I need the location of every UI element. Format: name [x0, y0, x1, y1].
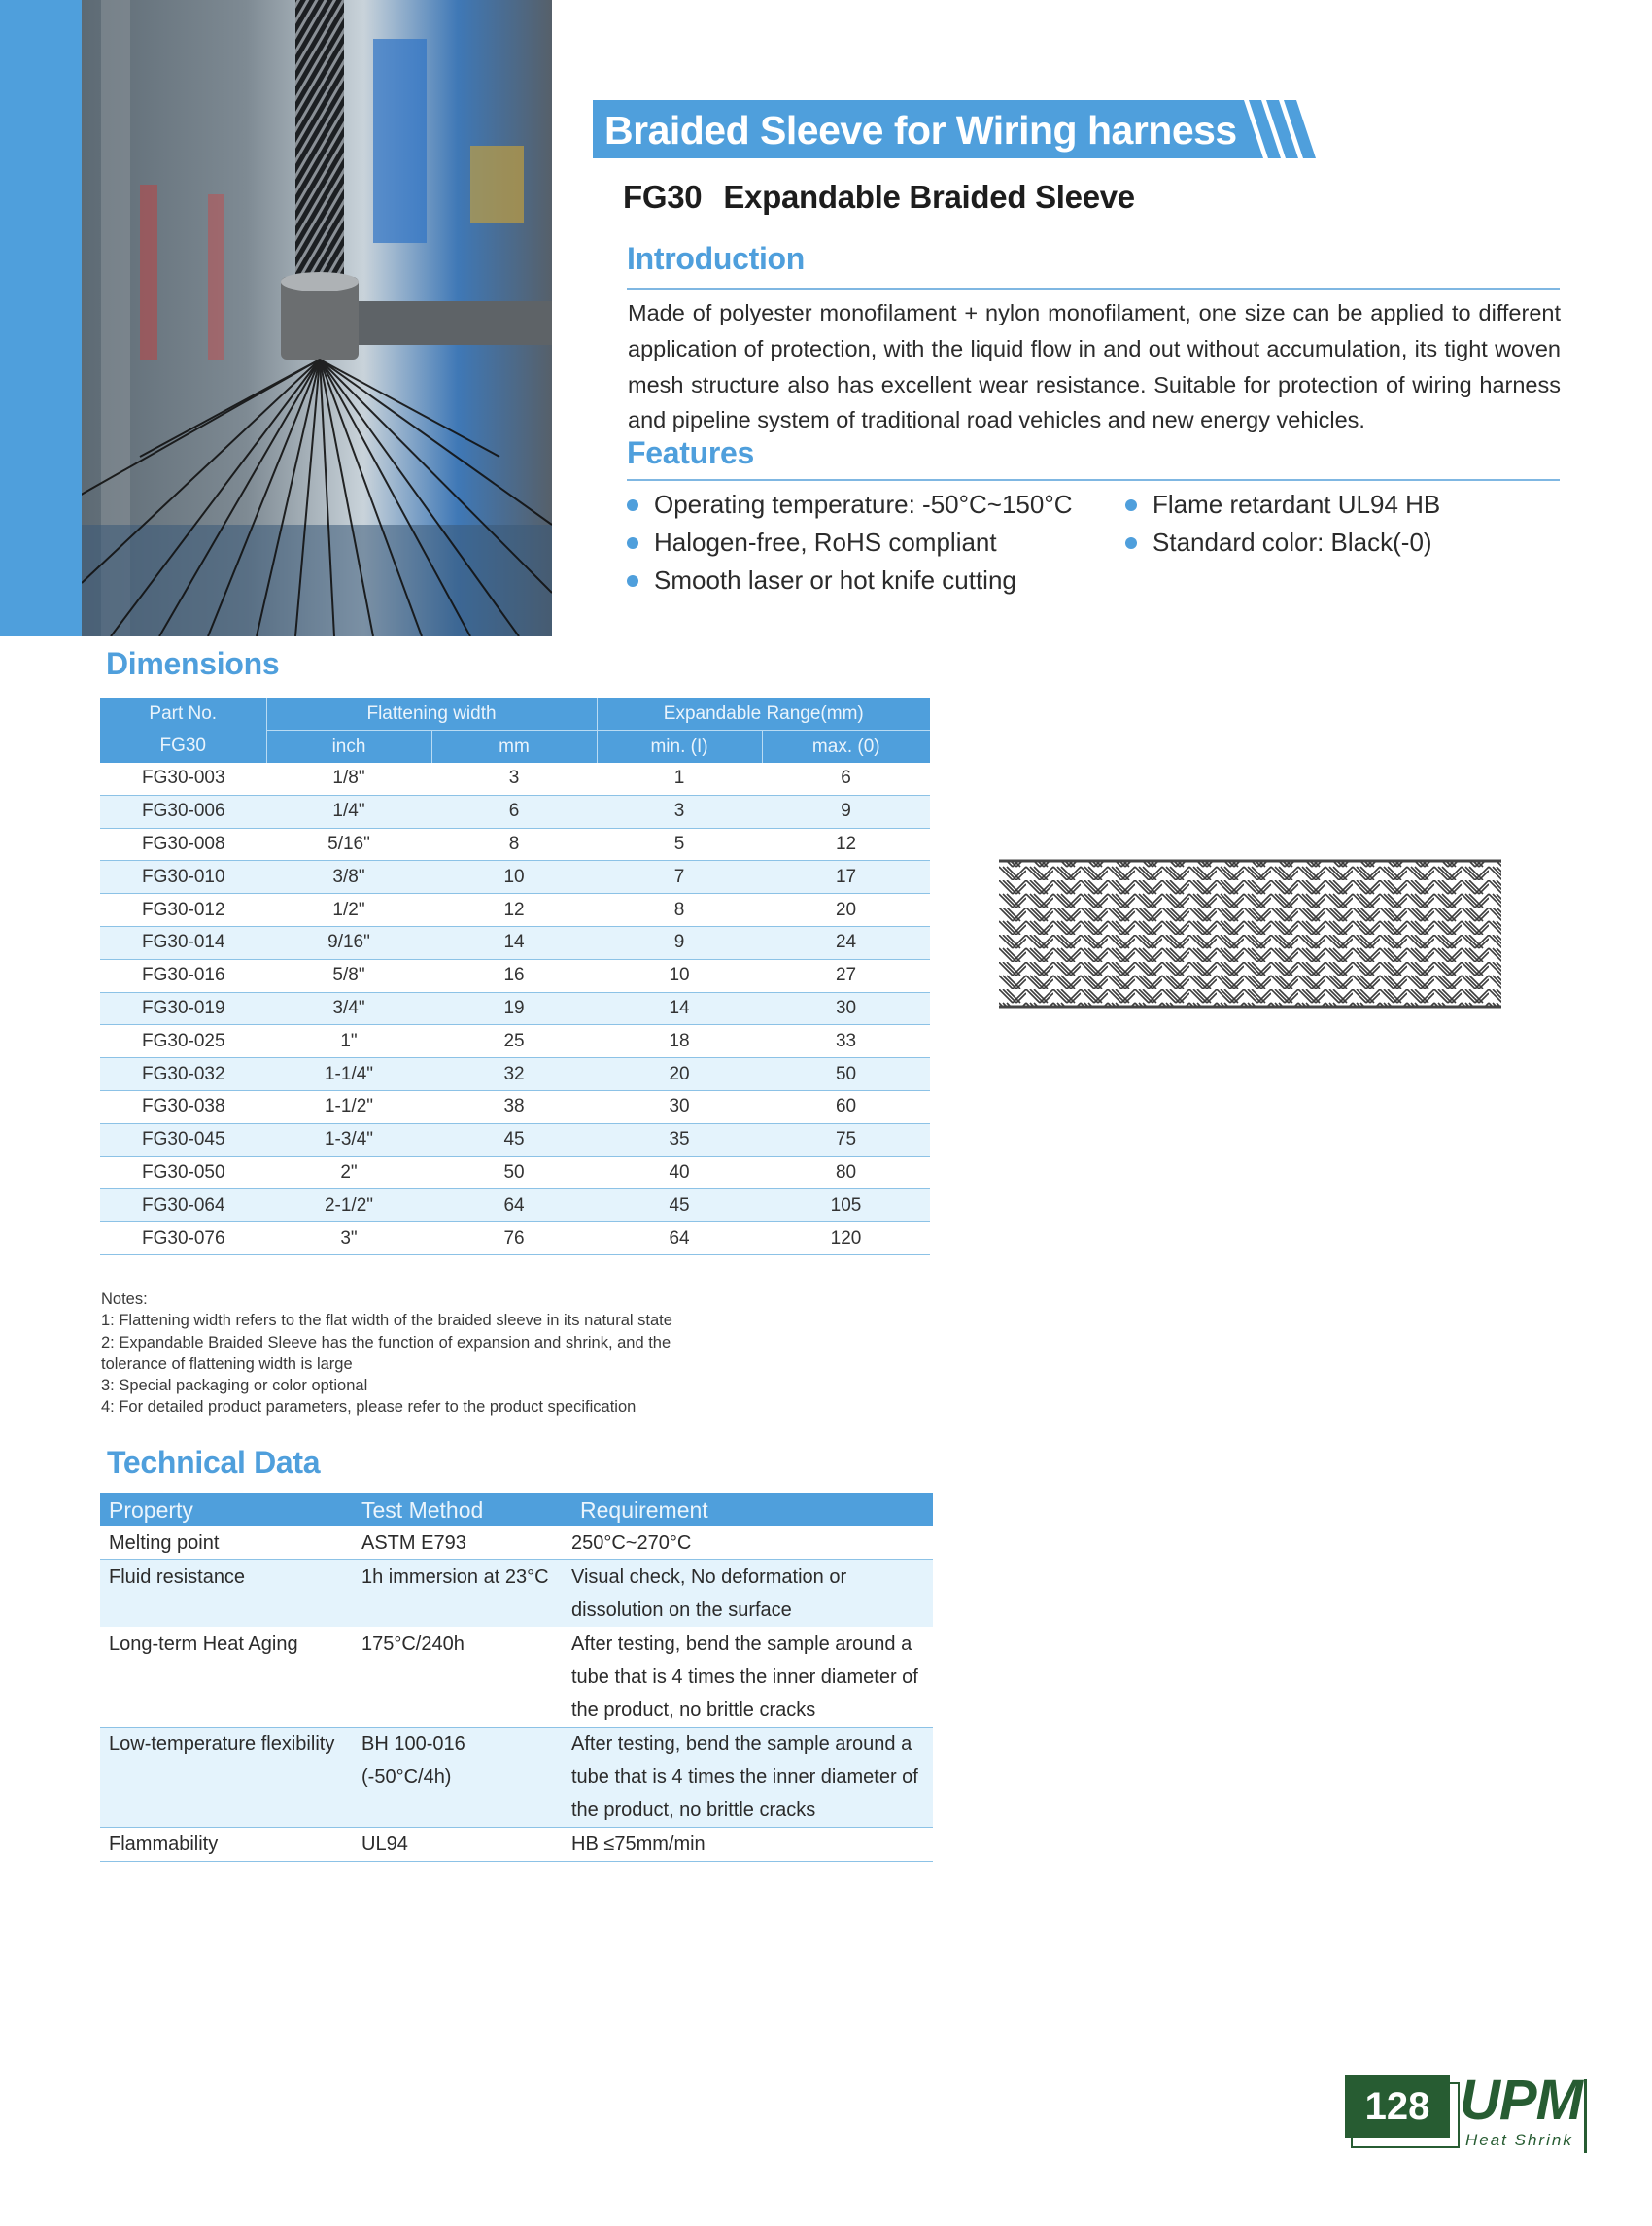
cell-range-min: 30 [597, 1090, 762, 1123]
cell-range-min: 1 [597, 763, 762, 795]
column-header-requirement: Requirement [571, 1493, 933, 1526]
brand-tagline: Heat Shrink [1465, 2131, 1573, 2149]
cell-range-min: 7 [597, 861, 762, 894]
cell-part-number: FG30-076 [100, 1222, 266, 1255]
cell-test-method [353, 1627, 571, 1728]
cell-part-number: FG30-045 [100, 1123, 266, 1156]
cell-requirement [571, 1728, 933, 1828]
cell-width-inch: 1-3/4" [266, 1123, 431, 1156]
requirement-line: 250°C~270°C [571, 1532, 692, 1554]
braided-sleeve-illustration [999, 853, 1501, 1016]
cell-part-number: FG30-038 [100, 1090, 266, 1123]
cell-range-max: 50 [762, 1058, 930, 1091]
left-accent-band [0, 0, 82, 636]
requirement-line: the product, no brittle cracks [571, 1799, 816, 1821]
cell-range-max: 9 [762, 795, 930, 828]
requirement-line: tube that is 4 times the inner diameter of [571, 1666, 918, 1688]
table-row [100, 1123, 930, 1156]
cell-width-mm: 10 [431, 861, 597, 894]
cell-range-min: 9 [597, 926, 762, 959]
cell-width-inch: 1-1/2" [266, 1090, 431, 1123]
braiding-machine-photo [82, 0, 552, 636]
cell-part-number: FG30-032 [100, 1058, 266, 1091]
cell-range-max: 24 [762, 926, 930, 959]
requirement-line: After testing, bend the sample around a [571, 1733, 912, 1755]
note-line: 1: Flattening width refers to the flat width of the braided sleeve in its natural state [101, 1312, 672, 1330]
cell-part-number: FG30-014 [100, 926, 266, 959]
table-row [100, 1627, 933, 1728]
cell-width-mm: 64 [431, 1189, 597, 1222]
cell-range-max: 27 [762, 959, 930, 992]
table-row [100, 1058, 930, 1091]
table-row [100, 1560, 933, 1627]
cell-range-min: 40 [597, 1156, 762, 1189]
feature-item: Standard color: Black(-0) [1125, 528, 1432, 558]
cell-width-inch: 9/16" [266, 926, 431, 959]
product-title [623, 179, 1135, 216]
bullet-icon [627, 575, 638, 587]
cell-requirement [571, 1526, 933, 1560]
cell-test-method [353, 1526, 571, 1560]
table-row [100, 1526, 933, 1560]
page-number: 128 [1345, 2075, 1450, 2138]
cell-part-number: FG30-016 [100, 959, 266, 992]
method-line: 1h immersion at 23°C [361, 1566, 549, 1588]
cell-width-inch: 1/4" [266, 795, 431, 828]
cell-range-min: 35 [597, 1123, 762, 1156]
column-header-expandable-range: Expandable Range(mm) [597, 698, 930, 731]
features-heading: Features [627, 435, 754, 470]
note-line: 3: Special packaging or color optional [101, 1377, 368, 1395]
method-line: 175°C/240h [361, 1633, 465, 1655]
requirement-line: Visual check, No deformation or [571, 1566, 847, 1588]
cell-part-number: FG30-012 [100, 894, 266, 927]
column-header-inch: inch [266, 731, 431, 764]
cell-range-max: 6 [762, 763, 930, 795]
cell-test-method [353, 1560, 571, 1627]
table-row [100, 1156, 930, 1189]
cell-width-inch: 3/4" [266, 992, 431, 1025]
cell-property: Fluid resistance [100, 1560, 353, 1627]
bullet-icon [627, 499, 638, 511]
column-header-mm: mm [431, 731, 597, 764]
table-row [100, 1189, 930, 1222]
cell-range-min: 10 [597, 959, 762, 992]
column-header-part-no: Part No. [100, 698, 266, 731]
method-line: (-50°C/4h) [361, 1766, 452, 1788]
brand-name: UPM [1460, 2069, 1582, 2132]
cell-width-mm: 50 [431, 1156, 597, 1189]
cell-part-number: FG30-006 [100, 795, 266, 828]
cell-property: Long-term Heat Aging [100, 1627, 353, 1728]
cell-width-mm: 25 [431, 1025, 597, 1058]
table-row [100, 926, 930, 959]
table-row [100, 795, 930, 828]
cell-property: Low-temperature flexibility [100, 1728, 353, 1828]
requirement-line: After testing, bend the sample around a [571, 1633, 912, 1655]
cell-property: Flammability [100, 1828, 353, 1862]
cell-part-number: FG30-003 [100, 763, 266, 795]
dimensions-heading: Dimensions [106, 646, 280, 681]
cell-range-max: 20 [762, 894, 930, 927]
product-photo [82, 0, 552, 636]
cell-range-max: 105 [762, 1189, 930, 1222]
cell-width-inch: 2-1/2" [266, 1189, 431, 1222]
features-divider [627, 479, 1560, 481]
cell-range-max: 60 [762, 1090, 930, 1123]
cell-width-mm: 6 [431, 795, 597, 828]
cell-range-max: 80 [762, 1156, 930, 1189]
feature-item: Flame retardant UL94 HB [1125, 490, 1440, 520]
column-header-flattening-width: Flattening width [266, 698, 597, 731]
column-header-series: FG30 [100, 731, 266, 764]
cell-width-inch: 1" [266, 1025, 431, 1058]
note-line: 4: For detailed product parameters, please refer to the product specification [101, 1398, 637, 1417]
cell-width-inch: 2" [266, 1156, 431, 1189]
cell-width-mm: 12 [431, 894, 597, 927]
cell-width-inch: 3" [266, 1222, 431, 1255]
cell-range-min: 14 [597, 992, 762, 1025]
product-name: Expandable Braided Sleeve [723, 179, 1135, 215]
cell-width-mm: 3 [431, 763, 597, 795]
table-row [100, 828, 930, 861]
cell-range-max: 75 [762, 1123, 930, 1156]
cell-range-max: 33 [762, 1025, 930, 1058]
cell-width-mm: 45 [431, 1123, 597, 1156]
cell-range-min: 18 [597, 1025, 762, 1058]
table-row [100, 1025, 930, 1058]
cell-range-min: 8 [597, 894, 762, 927]
bullet-icon [1125, 537, 1137, 549]
notes [101, 1288, 781, 1419]
cell-requirement [571, 1560, 933, 1627]
technical-data-heading: Technical Data [107, 1445, 321, 1480]
cell-range-max: 30 [762, 992, 930, 1025]
requirement-line: dissolution on the surface [571, 1599, 792, 1621]
bullet-icon [627, 537, 638, 549]
cell-part-number: FG30-008 [100, 828, 266, 861]
requirement-line: the product, no brittle cracks [571, 1699, 816, 1721]
table-row [100, 763, 930, 795]
note-line: 2: Expandable Braided Sleeve has the function of expansion and shrink, and the [101, 1333, 671, 1352]
feature-item: Operating temperature: -50°C~150°C [627, 490, 1073, 520]
cell-range-min: 5 [597, 828, 762, 861]
cell-width-mm: 14 [431, 926, 597, 959]
introduction-text: Made of polyester monofilament + nylon monofilament, one size can be applied to different application of protection, with the liquid flow in and out without accumulation, its tight woven mesh structure also has excellent wear resistance. Suitable for protection of wiring harness and pipeline system of traditional road vehicles and new energy vehicles. [628, 300, 1561, 433]
cell-width-inch: 5/8" [266, 959, 431, 992]
table-row [100, 1828, 933, 1862]
cell-part-number: FG30-010 [100, 861, 266, 894]
column-header-min: min. (I) [597, 731, 762, 764]
requirement-line: HB ≤75mm/min [571, 1833, 706, 1855]
cell-requirement [571, 1828, 933, 1862]
cell-width-mm: 16 [431, 959, 597, 992]
cell-range-max: 120 [762, 1222, 930, 1255]
column-header-max: max. (0) [762, 731, 930, 764]
column-header-test-method: Test Method [353, 1493, 571, 1526]
cell-range-min: 45 [597, 1189, 762, 1222]
cell-width-inch: 1/8" [266, 763, 431, 795]
method-line: ASTM E793 [361, 1532, 466, 1554]
cell-range-max: 17 [762, 861, 930, 894]
introduction-divider [627, 288, 1560, 290]
table-row [100, 894, 930, 927]
notes-title: Notes: [101, 1290, 148, 1308]
cell-part-number: FG30-025 [100, 1025, 266, 1058]
cell-requirement [571, 1627, 933, 1728]
feature-item: Smooth laser or hot knife cutting [627, 565, 1016, 596]
cell-width-mm: 76 [431, 1222, 597, 1255]
brand-divider [1584, 2079, 1587, 2153]
cell-part-number: FG30-050 [100, 1156, 266, 1189]
table-row [100, 861, 930, 894]
cell-width-mm: 38 [431, 1090, 597, 1123]
product-code: FG30 [623, 179, 703, 215]
cell-range-min: 64 [597, 1222, 762, 1255]
table-row [100, 1090, 930, 1123]
cell-test-method [353, 1828, 571, 1862]
banner-title: Braided Sleeve for Wiring harness [604, 108, 1237, 153]
note-line: tolerance of flattening width is large [101, 1354, 353, 1373]
feature-item: Halogen-free, RoHS compliant [627, 528, 997, 558]
cell-width-mm: 8 [431, 828, 597, 861]
dimensions-table [100, 698, 930, 1255]
cell-range-min: 3 [597, 795, 762, 828]
method-line: UL94 [361, 1833, 408, 1855]
bullet-icon [1125, 499, 1137, 511]
cell-range-max: 12 [762, 828, 930, 861]
cell-width-inch: 1/2" [266, 894, 431, 927]
cell-width-mm: 19 [431, 992, 597, 1025]
column-header-property: Property [100, 1493, 353, 1526]
table-row [100, 1222, 930, 1255]
cell-width-inch: 1-1/4" [266, 1058, 431, 1091]
cell-property: Melting point [100, 1526, 353, 1560]
technical-data-table [100, 1493, 933, 1862]
cell-width-mm: 32 [431, 1058, 597, 1091]
requirement-line: tube that is 4 times the inner diameter of [571, 1766, 918, 1788]
method-line: BH 100-016 [361, 1733, 465, 1755]
cell-part-number: FG30-019 [100, 992, 266, 1025]
table-row [100, 992, 930, 1025]
cell-test-method [353, 1728, 571, 1828]
table-row [100, 959, 930, 992]
cell-width-inch: 3/8" [266, 861, 431, 894]
table-row [100, 1728, 933, 1828]
introduction-heading: Introduction [627, 241, 806, 276]
cell-range-min: 20 [597, 1058, 762, 1091]
cell-part-number: FG30-064 [100, 1189, 266, 1222]
cell-width-inch: 5/16" [266, 828, 431, 861]
